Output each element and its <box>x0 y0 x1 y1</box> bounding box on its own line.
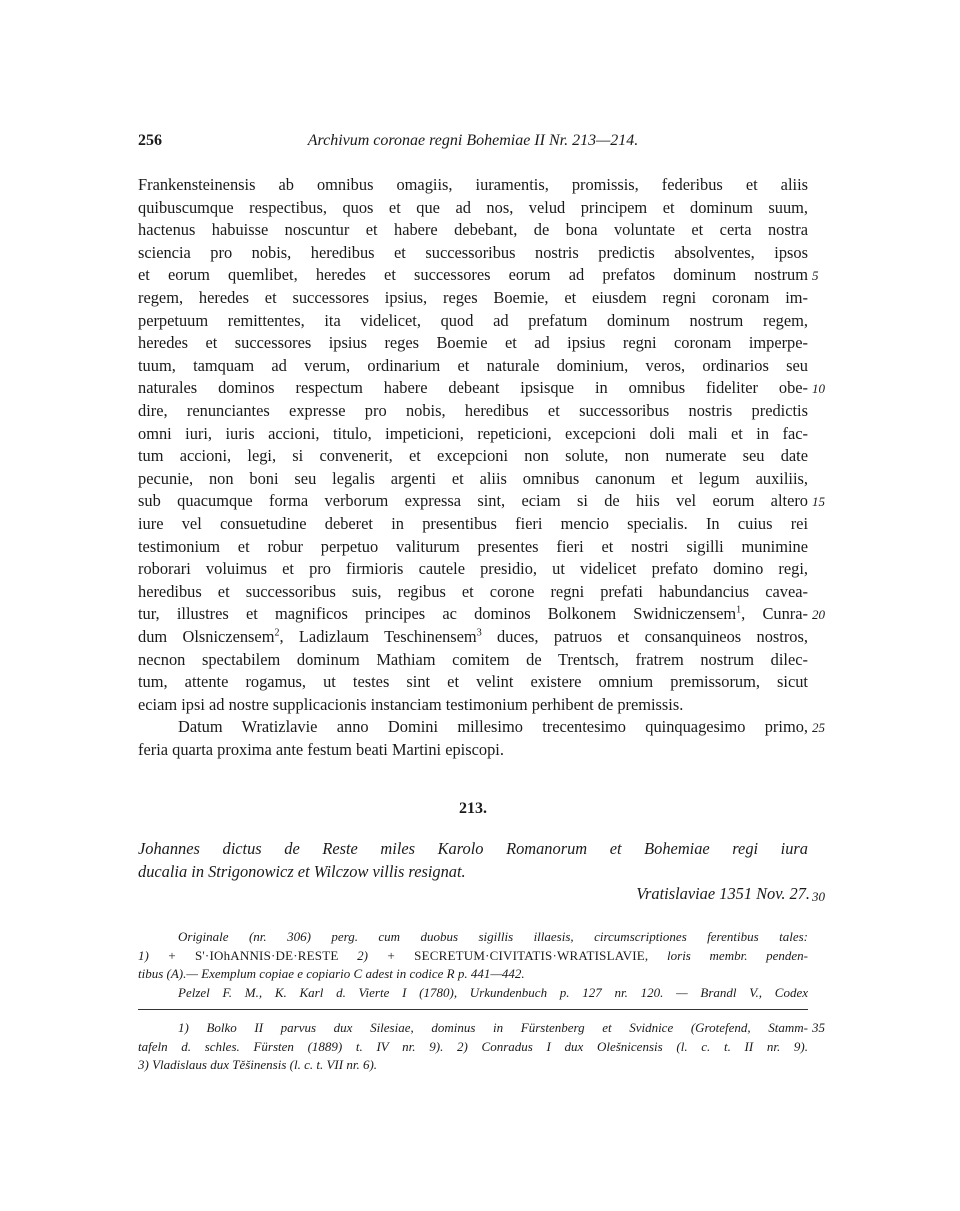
regest-line: Johannes dictus de Reste miles Karolo Romanorum et Bohemiae regi iura <box>138 839 808 858</box>
text-segment: tur, illustres et magnificos principes ac dominos Bolkonem Swidniczensem <box>138 604 737 624</box>
text-line: heredes et successores ipsius reges Boemie et ad ipsius regni coronam imperpe- <box>138 333 808 353</box>
line-number: 25 <box>812 720 825 735</box>
text-line <box>138 603 808 626</box>
footnote-line: 1) Bolko II parvus dux Silesiae, dominus in Fürstenberg et Svidnice (Grotefend, Stamm- <box>178 1020 808 1035</box>
page-number: 256 <box>138 132 162 149</box>
text-line: pecunie, non boni seu legalis argenti et aliis omnibus canonum et legum auxiliis, <box>138 468 808 488</box>
document-number: 213. <box>459 800 487 817</box>
source-note-line: Pelzel F. M., K. Karl d. Vierte I (1780), Urkundenbuch p. 127 nr. 120. — Brandl V., Codex <box>178 984 808 1000</box>
text-segment: dum Olsniczensem <box>138 627 275 646</box>
footnote-line: 3) Vladislaus dux Těšinensis (l. c. t. VII nr. 6). <box>138 1057 378 1073</box>
text-line: omni iuri, iuris accioni, titulo, impeticioni, repeticioni, excepcioni doli mali et in fac- <box>138 423 808 443</box>
dateline: Vratislaviae 1351 Nov. 27. <box>636 884 810 903</box>
footnote-rule <box>138 1009 808 1010</box>
running-title: Archivum coronae regni Bohemiae II Nr. 213—214. <box>307 132 639 149</box>
line-number: 5 <box>812 268 819 283</box>
text-line: tum accioni, legi, si convenerit, et excepcioni non solute, non numerate seu date <box>138 446 808 466</box>
line-number: 20 <box>812 607 825 622</box>
footnote-ref: 1 <box>736 604 742 616</box>
text-line: quibuscumque respectibus, quos et que ad nos, velud principem et dominum suum, <box>138 197 808 217</box>
text-line: et eorum quemlibet, heredes et successores eorum ad prefatos dominum nostrum <box>138 265 808 285</box>
source-note-line: Originale (nr. 306) perg. cum duobus sigillis illaesis, circumscriptiones ferentibus tales: <box>178 929 808 944</box>
text-line: iure vel consuetudine deberet in presentibus fieri mencio specialis. In cuius rei <box>138 514 808 533</box>
line-number: 10 <box>812 381 825 396</box>
text-line: roborari voluimus et pro firmioris cautele presidio, ut videlicet prefato domino regi, <box>138 559 808 579</box>
line-number: 35 <box>812 1020 825 1035</box>
footnote-ref: 2 <box>274 627 280 639</box>
datum-line: Datum Wratizlavie anno Domini millesimo trecentesimo quinquagesimo primo, <box>178 717 808 737</box>
text-line: sub quacumque forma verborum expressa sint, eciam si de hiis vel eorum altero <box>138 491 808 511</box>
text-line: sciencia pro nobis, heredibus et successoribus nostris predictis absolventes, ipsos <box>138 242 808 262</box>
seal-inscription: S'·IOhANNIS·DE·RESTE <box>194 947 339 963</box>
line-number: 30 <box>812 889 825 904</box>
text-line: naturales dominos respectum habere debeant ipsisque in omnibus fideliter obe- <box>138 378 808 398</box>
footnote-line: tafeln d. schles. Fürsten (1889) t. IV nr. 9). 2) Conradus I dux Olešnicensis (l. c. t. II nr. 9). <box>138 1038 808 1054</box>
source-note-line <box>138 947 808 966</box>
line-number: 15 <box>812 494 825 509</box>
text-line: necnon spectabilem dominum Mathiam comitem de Trentsch, fratrem nostrum dilec- <box>138 649 808 669</box>
text-line: eciam ipsi ad nostre supplicacionis instanciam testimonium perhibent de premissis. <box>138 694 684 714</box>
text-line: heredibus et successoribus suis, regibus et corone regni prefati habundancius cavea- <box>138 581 808 601</box>
text-line: perpetuum remittentes, ita videlicet, quod ad prefatum dominum nostrum regem, <box>138 310 808 330</box>
page-header <box>138 132 808 154</box>
footnote-ref: 3 <box>476 627 482 639</box>
text-line: testimonium et robur perpetuo valiturum presentes fieri et nostri sigilli munimine <box>138 536 808 556</box>
text-segment: , Cunra- <box>741 604 808 624</box>
seal-inscription: SECRETUM·CIVITATIS·WRATISLAVIE, <box>414 947 649 963</box>
datum-line: feria quarta proxima ante festum beati Martini episcopi. <box>138 740 504 759</box>
text-segment: , Ladizlaum Teschinensem <box>279 627 477 646</box>
regest-line: ducalia in Strigonowicz et Wilczow villis resignat. <box>138 861 466 881</box>
text-line: tuum, tamquam ad verum, ordinarium et naturale dominium, veros, ordinarios seu <box>138 355 808 375</box>
source-note-line: tibus (A).— Exemplum copiae e copiario C adest in codice R p. 441—442. <box>138 966 525 982</box>
text-line: hactenus habuisse noscuntur et habere debebant, de bona voluntate et certa nostra <box>138 220 808 240</box>
text-segment: duces, patruos et consanquineos nostros, <box>481 627 808 646</box>
text-segment: 1) + <box>138 947 195 963</box>
text-segment: loris membr. penden- <box>648 947 808 963</box>
text-line: tum, attente rogamus, ut testes sint et velint existere omnium premissorum, sicut <box>138 672 808 692</box>
text-segment: 2) + <box>338 947 415 963</box>
text-line: Frankensteinensis ab omnibus omagiis, iuramentis, promissis, federibus et aliis <box>138 175 808 194</box>
text-line: dire, renunciantes expresse pro nobis, heredibus et successoribus nostris predictis <box>138 401 808 420</box>
text-line <box>138 626 808 649</box>
text-line: regem, heredes et successores ipsius, reges Boemie, et eiusdem regni coronam im- <box>138 288 808 307</box>
